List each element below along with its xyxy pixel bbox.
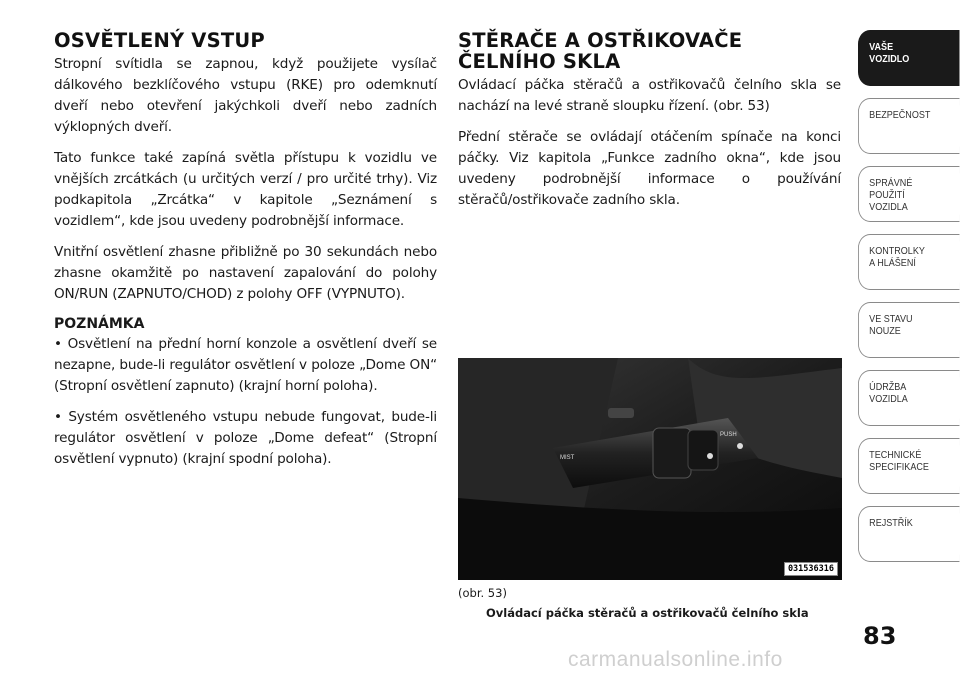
paragraph: Vnitřní osvětlení zhasne přibližně po 30 sekundách nebo zhasne okamžitě po nastavení zapalování do polohy ON/RUN (ZAPNUTO/CHOD) z polohy OFF (VYPNUTO). [54, 244, 437, 302]
note-title: POZNÁMKA [54, 316, 145, 332]
tab-spravne-pouziti[interactable]: SPRÁVNÉ POUŽITÍ VOZIDLA [858, 166, 959, 222]
left-column [54, 30, 437, 480]
tab-vase-vozidlo[interactable]: VAŠE VOZIDLO [858, 30, 959, 86]
tab-nouze[interactable]: VE STAVU NOUZE [858, 302, 959, 358]
mist-label: MIST [560, 455, 575, 461]
watermark: carmanualsonline.info [568, 648, 783, 671]
figure-reference: (obr. 53) [458, 586, 507, 600]
paragraph: Přední stěrače se ovládají otáčením spínače na konci páčky. Viz kapitola „Funkce zadního okna“, kde jsou uvedeny podrobnější informace o používání stěračů/ostřikovače zadního skla. [458, 129, 841, 208]
paragraph: Tato funkce také zapíná světla přístupu k vozidlu ve vnějších zrcátkách (u určitých verzí / pro určité trhy). Viz podkapitola „Zrcátka“ v kapitole „Seznámení s vozidlem“, kde jsou uvedeny podrobnější informace. [54, 150, 437, 229]
figure-caption: Ovládací páčka stěračů a ostřikovačů čelního skla [486, 606, 809, 620]
push-label: PUSH [720, 432, 737, 438]
figure-code: 031536316 [784, 562, 838, 576]
note-bullet: • Systém osvětleného vstupu nebude fungovat, bude-li regulátor osvětlení v poloze „Dome defeat“ (Stropní osvětlení vypnuto) (krajní spodní poloha). [54, 409, 437, 467]
tab-kontrolky[interactable]: KONTROLKY A HLÁŠENÍ [858, 234, 959, 290]
page-number: 83 [863, 622, 897, 650]
paragraph: Stropní svítidla se zapnou, když použijete vysílač dálkového bezklíčového vstupu (RKE) pro odemknutí dveří nebo otevření jakýchkoli dveří nebo zadních výklopných dveří. [54, 56, 437, 135]
tab-rejstrik[interactable]: REJSTŘÍK [858, 506, 959, 562]
note-bullet: • Osvětlení na přední horní konzole a osvětlení dveří se nezapne, bude-li regulátor osvětlení v poloze „Dome ON“ (Stropní osvětlení zapnuto) (krajní horní poloha). [54, 336, 437, 394]
tab-bezpecnost[interactable]: BEZPEČNOST [858, 98, 959, 154]
tab-specifikace[interactable]: TECHNICKÉ SPECIFIKACE [858, 438, 959, 494]
wiper-lever-photo [458, 358, 842, 580]
section-title-wipers: STĚRAČE A OSTŘIKOVAČE ČELNÍHO SKLA [458, 29, 743, 73]
tab-udrzba[interactable]: ÚDRŽBA VOZIDLA [858, 370, 959, 426]
paragraph: Ovládací páčka stěračů a ostřikovačů čelního skla se nachází na levé straně sloupku řízení. (obr. 53) [458, 77, 841, 114]
right-column [458, 30, 841, 221]
section-title-illuminated-entry: OSVĚTLENÝ VSTUP [54, 29, 265, 52]
chapter-sidebar [858, 30, 960, 574]
wiper-lever-illustration [458, 358, 842, 580]
